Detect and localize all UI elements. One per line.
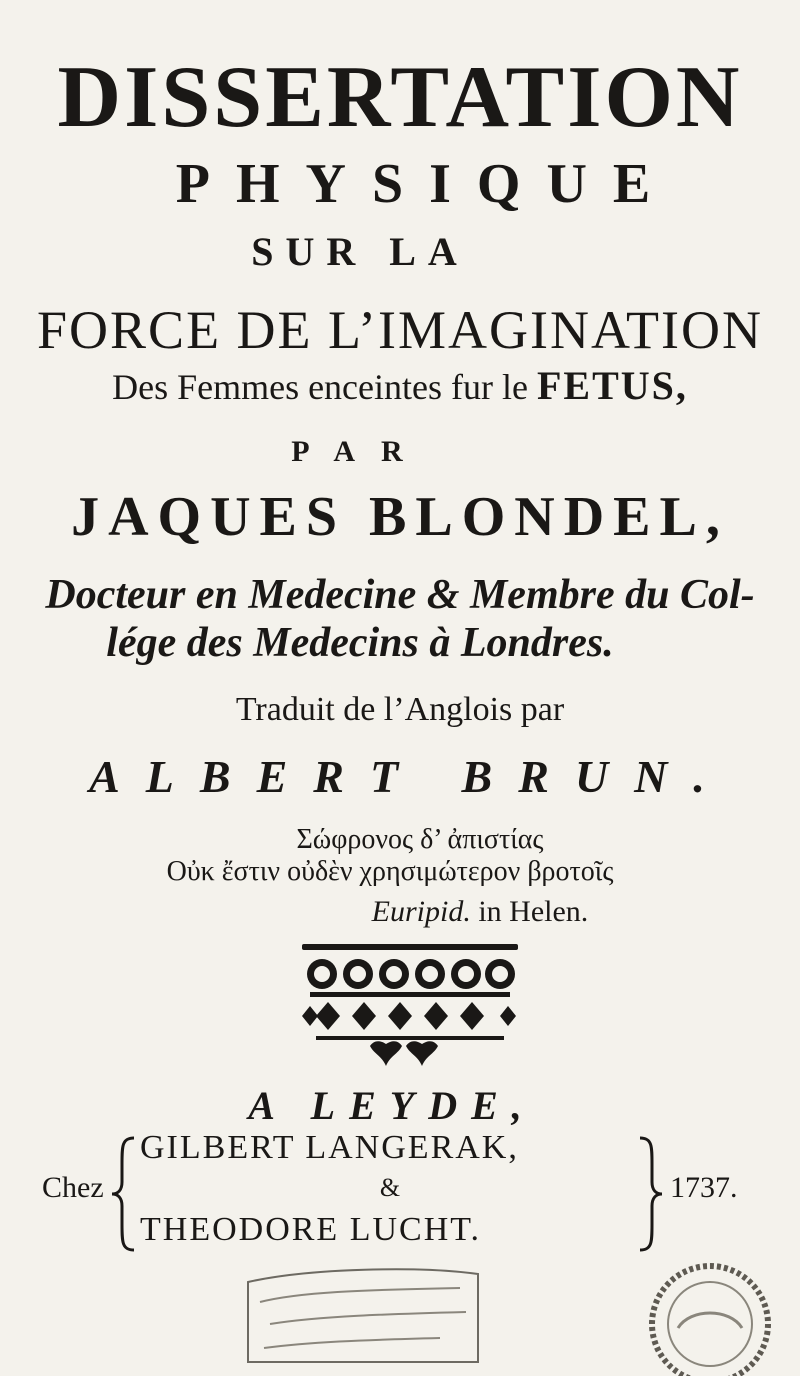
author-role-line-1: Docteur en Medecine & Membre du Col- [45,572,755,618]
title-line-3: SUR LA [251,229,469,274]
epigraph-source [80,892,800,932]
subtitle-prefix: Des Femmes enceintes fur le [112,367,528,407]
publication-year: 1737. [670,1171,738,1204]
library-stamp-icon [240,1262,490,1372]
translated-by: Traduit de l’Anglois par [235,691,565,728]
epigraph-line-2: Οὐκ ἔστιν οὐδὲν χρησιμώτερον βροτοῖς [166,856,614,887]
imprint-block [0,1128,800,1268]
epigraph-source-author: Euripid. [371,895,471,928]
imprint-place: A LEYDE, [248,1083,536,1128]
title-line-4: FORCE DE L’IMAGINATION [37,300,763,360]
by-label: PAR [291,435,429,468]
publisher-and: & [379,1173,401,1202]
library-seal-icon [620,1258,790,1376]
author-name: JAQUES BLONDEL, [71,486,729,548]
ornament-cell [307,959,515,989]
publisher-2: THEODORE LUCHT. [140,1211,481,1248]
epigraph-line-1: Σώφρονος δ’ ἀπιστίας [296,824,544,855]
title-line-2: PHYSIQUE [175,153,677,215]
right-brace-icon [636,1134,666,1254]
publisher-1: GILBERT LANGERAK, [140,1129,519,1166]
title-line-1: DISSERTATION [57,49,743,146]
left-brace-icon [108,1134,138,1254]
epigraph-source-work: in Helen. [478,895,589,928]
author-role-line-2: lége des Medecins à Londres. [106,620,614,666]
publisher-prefix: Chez [42,1171,104,1204]
subtitle [0,362,800,411]
printer-fleuron-ornament [300,940,520,1070]
subtitle-emphasis: FETUS, [536,363,688,408]
translator-name: ALBERT BRUN. [89,751,731,802]
